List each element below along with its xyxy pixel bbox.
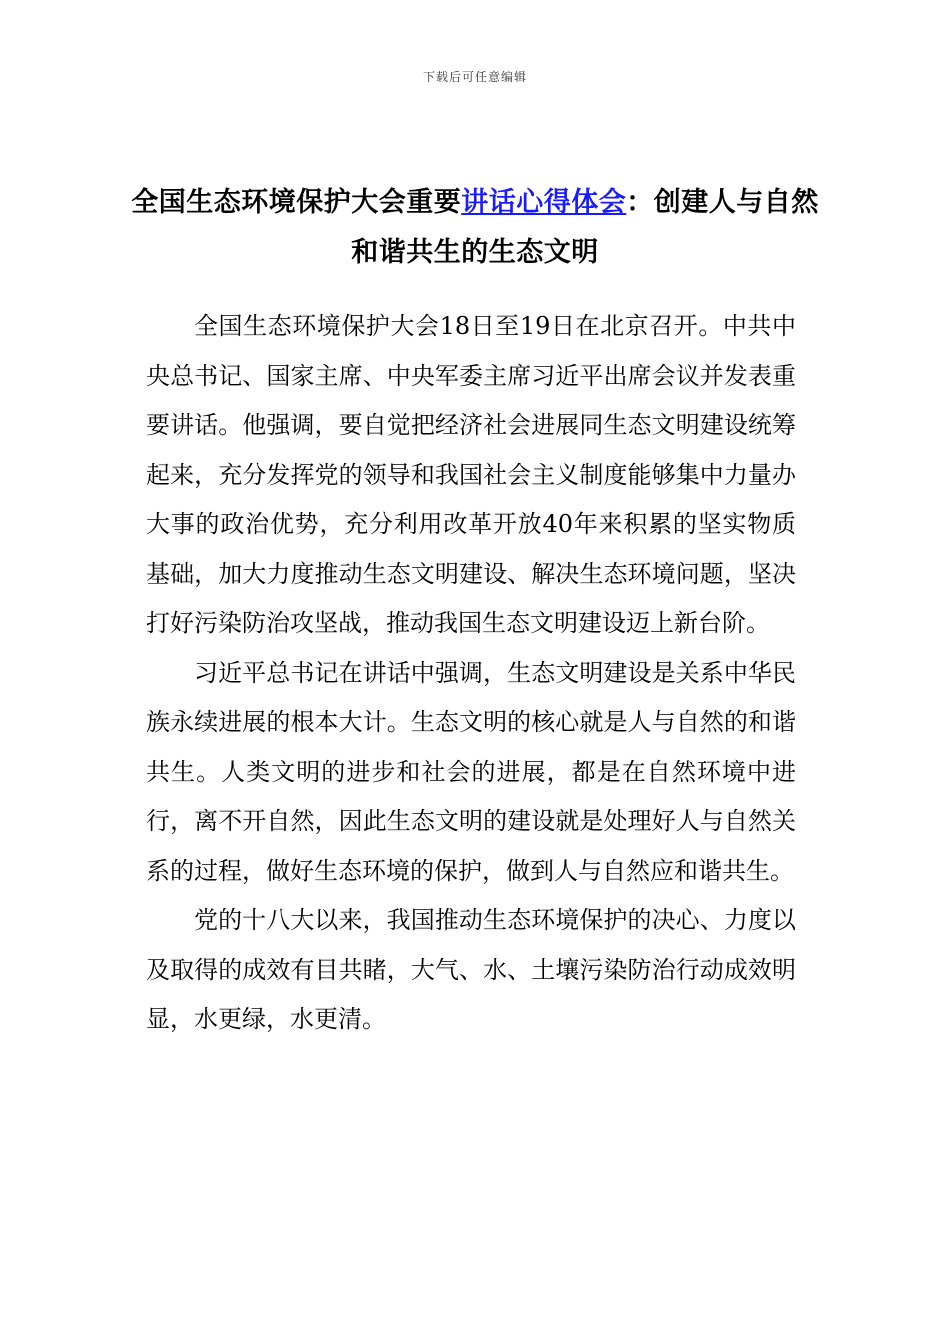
document-title bbox=[120, 178, 830, 278]
title-text-start: 全国生态环境保护大会重要 bbox=[131, 187, 462, 218]
paragraph-3: 党的十八大以来，我国推动生态环境保护的决心、力度以及取得的成效有目共睹，大气、水、土壤污染防治行动成效明显，水更绿，水更清。 bbox=[146, 906, 796, 1033]
title-text-end: ：创建人与自然和谐共生的生态文明 bbox=[351, 187, 819, 268]
title-link[interactable]: 讲话心得体会 bbox=[461, 187, 627, 218]
paragraph-1: 全国生态环境保护大会18日至19日在北京召开。中共中央总书记、国家主席、中央军委主席习近平出席会议并发表重要讲话。他强调，要自觉把经济社会进展同生态文明建设统筹起来，充分发挥党的领导和我国社会主义制度能够集中力量办大事的政治优势，充分利用改革开放40年来积累的坚实物质基础，加大力度推动生态文明建设、解决生态环境问题，坚决打好污染防治攻坚战，推动我国生态文明建设迈上新台阶。 bbox=[146, 312, 796, 637]
paragraph-2: 习近平总书记在讲话中强调，生态文明建设是关系中华民族永续进展的根本大计。生态文明的核心就是人与自然的和谐共生。人类文明的进步和社会的进展，都是在自然环境中进行，离不开自然，因此生态文明的建设就是处理好人与自然关系的过程，做好生态环境的保护，做到人与自然应和谐共生。 bbox=[146, 658, 796, 885]
document-body bbox=[146, 302, 796, 1045]
header-note: 下载后可任意编辑 bbox=[422, 70, 527, 84]
